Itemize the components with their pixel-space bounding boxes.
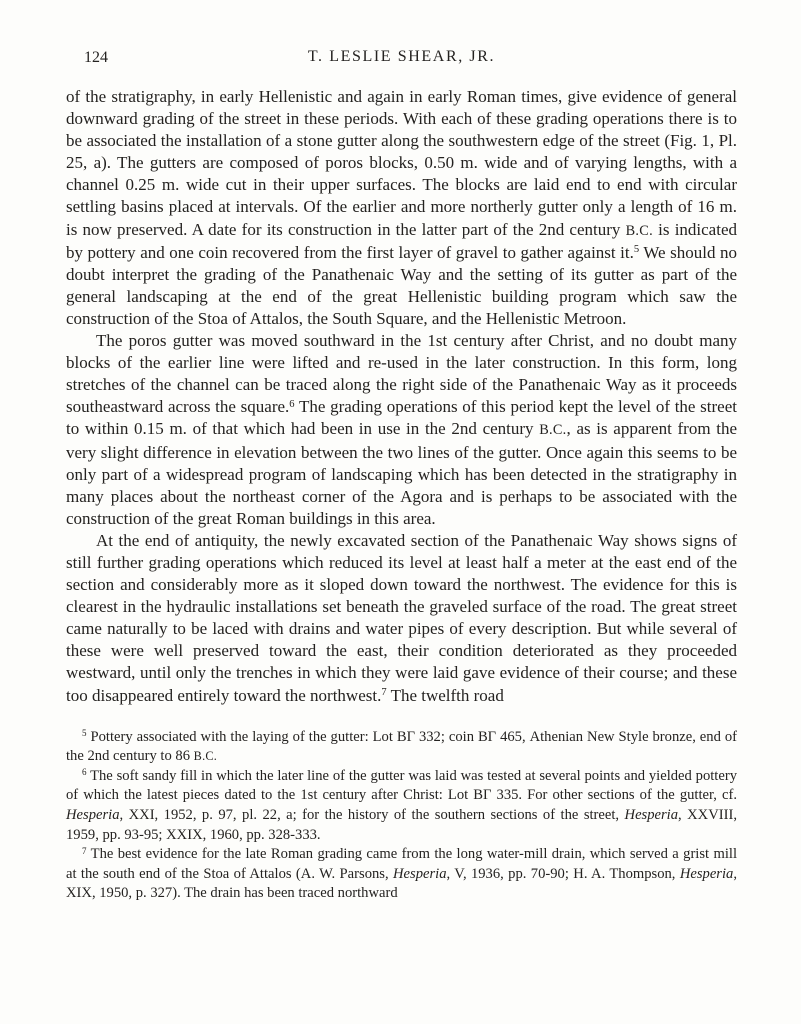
footnote-text: The best evidence for the late Roman grading came from the long water-mill drain, which served a grist mill at the south end of the Stoa of Attalos (A. W. Parsons, Hesperia, V, 1936, pp. 70-90; H. A. Thompson, Hesperia, XIX, 1950, p. 327). The drain has been traced northward	[66, 846, 737, 902]
running-title: T. LESLIE SHEAR, JR.	[307, 48, 496, 65]
page-number: 124	[84, 49, 108, 66]
footnote	[66, 767, 737, 845]
body-text	[66, 86, 737, 707]
body-paragraph: The poros gutter was moved southward in the 1st century after Christ, and no doubt many blocks of the earlier line were lifted and re-used in the later construction. In this form, long stretches of the channel can be traced along the right side of the Panathenaic Way as it proceeds southeastward across the square.$^6$ The grading operations of this period kept the level of the street to within 0.15 m. of that which had been in use in the 2nd century B.C., as is apparent from the very slight difference in elevation between the two lines of the gutter. Once again this seems to be only part of a widespread program of landscaping which has been detected in the stratigraphy in many places about the northeast corner of the Agora and is perhaps to be associated with the construction of the great Roman buildings in this area.	[66, 331, 737, 528]
body-paragraph: At the end of antiquity, the newly excavated section of the Panathenaic Way shows signs of still further grading operations which reduced its level at least half a meter at the east end of the section and considerably more as it sloped down toward the northwest. The evidence for this is clearest in the hydraulic installations set beneath the graveled surface of the road. The great street came naturally to be laced with drains and water pipes of every description. But while several of these were well preserved toward the east, their condition deteriorated as they proceeded westward, until only the trenches in which they were laid gave evidence of their course; and these too disappeared entirely toward the northwest.$^7$ The twelfth road	[66, 530, 737, 705]
footnote	[66, 845, 737, 904]
footnote-marker: 7	[82, 845, 87, 856]
footnote-marker: 5	[82, 728, 87, 739]
page-header	[66, 48, 737, 70]
footnote-text: The soft sandy fill in which the later line of the gutter was laid was tested at several points and yielded pottery of which the latest pieces dated to the 1st century after Christ: Lot ΒΓ 335. For other sections of the gutter, cf. Hesperia, XXI, 1952, p. 97, pl. 22, a; for the history of the southern sections of the street, Hesperia, XXVIII, 1959, pp. 93-95; XXIX, 1960, pp. 328-333.	[66, 767, 737, 843]
body-paragraph: of the stratigraphy, in early Hellenistic and again in early Roman times, give evidence of general downward grading of the street in these periods. With each of these grading operations there is to be associated the installation of a stone gutter along the southwestern edge of the street (Fig. 1, Pl. 25, a). The gutters are composed of poros blocks, 0.50 m. wide and of varying lengths, with a channel 0.25 m. wide cut in their upper surfaces. The blocks are laid end to end with circular settling basins placed at intervals. Of the earlier and more northerly gutter only a length of 16 m. is now preserved. A date for its construction in the latter part of the 2nd century B.C. is indicated by pottery and one coin recovered from the first layer of gravel to gather against it.$^5$ We should no doubt interpret the grading of the Panathenaic Way and the setting of its gutter as part of the general landscaping at the end of the great Hellenistic building program which saw the construction of the Stoa of Attalos, the South Square, and the Hellenistic Metroon.	[66, 87, 738, 328]
footnotes-section	[66, 728, 737, 904]
footnote	[66, 728, 737, 767]
footnote-marker: 6	[82, 767, 87, 778]
footnote-text: Pottery associated with the laying of the gutter: Lot ΒΓ 332; coin ΒΓ 465, Athenian New Style bronze, end of the 2nd century to 86 B.C.	[66, 728, 737, 765]
